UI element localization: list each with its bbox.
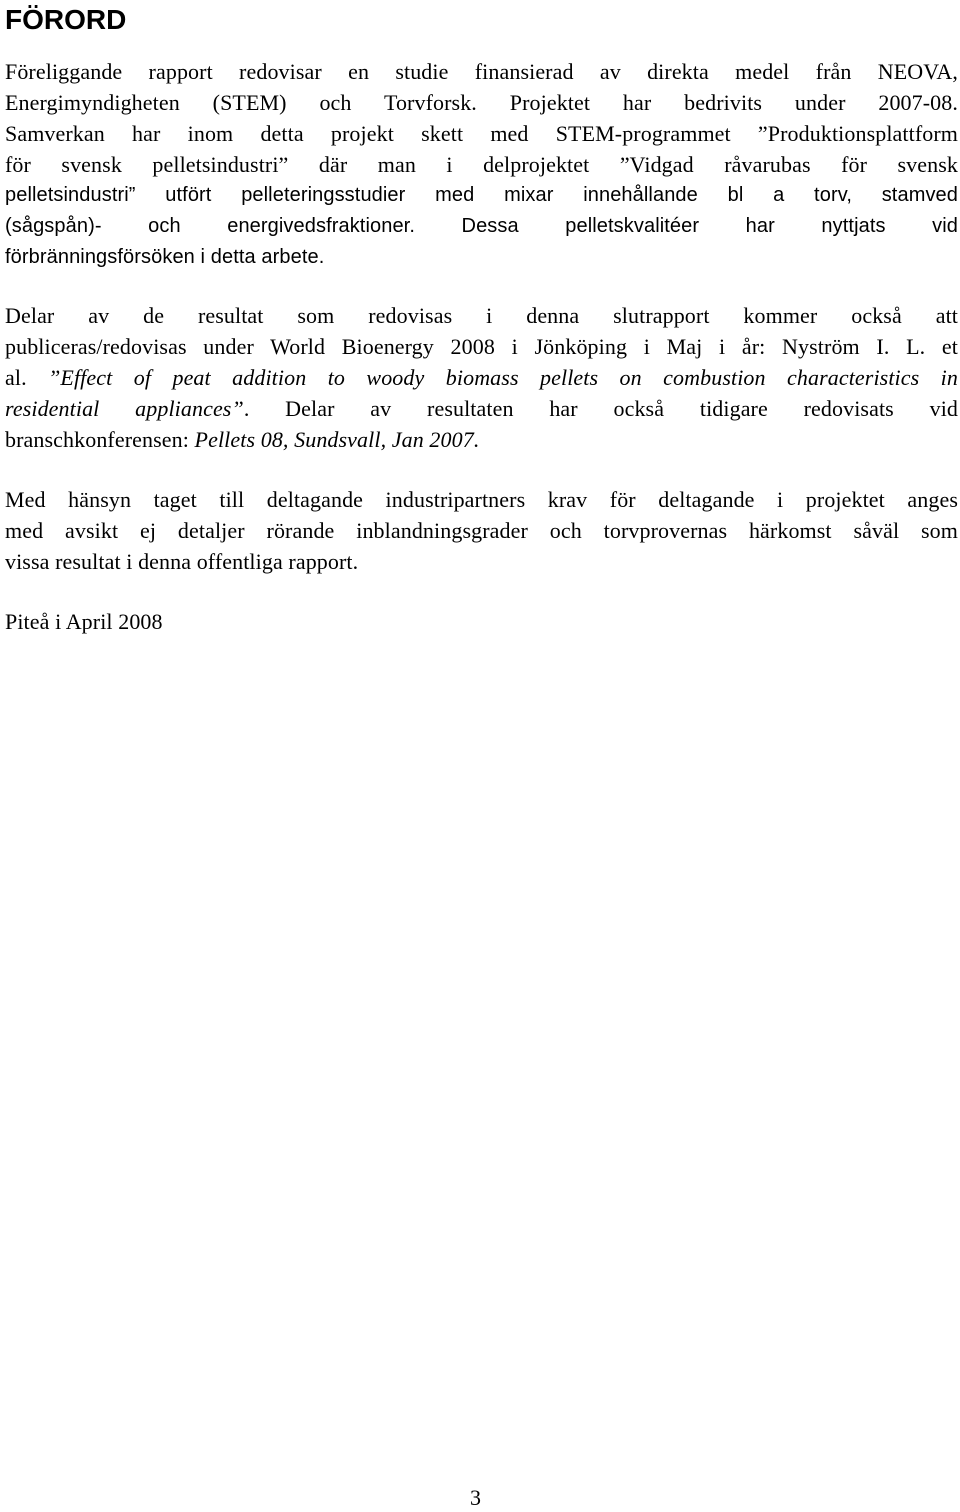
paragraph-line: (sågspån)- och energivedsfraktioner. Dessa pelletskvalitéer har nyttjats vid [5, 215, 958, 237]
conference-italic: Pellets 08, Sundsvall, Jan 2007. [194, 427, 480, 452]
paragraph-funding [5, 56, 958, 273]
paragraph-line: publiceras/redovisas under World Bioenergy 2008 i Jönköping i Maj i år: Nyström I. L. et [5, 334, 958, 359]
page-number: 3 [470, 1485, 481, 1510]
paper-title-italic: residential appliances” [5, 396, 244, 421]
paragraph-line: för svensk pelletsindustri” där man i delprojektet ”Vidgad råvarubas för svensk [5, 152, 958, 177]
paragraph-line: Energimyndigheten (STEM) och Torvforsk. Projektet har bedrivits under 2007-08. [5, 90, 958, 115]
section-heading: FÖRORD [5, 4, 127, 35]
paragraph-line [5, 362, 958, 393]
paragraph-line: Med hänsyn taget till deltagande industripartners krav för deltagande i projektet anges [5, 487, 958, 512]
paragraph-confidentiality [5, 484, 958, 577]
paragraph-line: Föreliggande rapport redovisar en studie finansierad av direkta medel från NEOVA, [5, 59, 958, 84]
line-text: branschkonferensen: [5, 427, 195, 452]
paragraph-results [5, 300, 958, 455]
paragraph-line: Delar av de resultat som redovisas i denna slutrapport kommer också att [5, 303, 958, 328]
paragraph-line: med avsikt ej detaljer rörande inblandningsgrader och torvprovernas härkomst såväl som [5, 518, 958, 543]
paper-title-italic: ”Effect of peat addition to woody biomass pellets on combustion characteristics in [48, 365, 958, 390]
line-text: al. [5, 365, 49, 390]
paragraph-line: förbränningsförsöken i detta arbete. [5, 246, 325, 268]
paragraph-line: Samverkan har inom detta projekt skett med STEM-programmet ”Produktionsplattform [5, 121, 958, 146]
paragraph-line [5, 393, 958, 424]
paragraph-line: pelletsindustri” utfört pelleteringsstudier med mixar innehållande bl a torv, stamved [5, 184, 958, 206]
line-text: . Delar av resultaten har också tidigare redovisats vid [243, 396, 959, 421]
paragraph-line [5, 424, 958, 455]
paragraph-line: vissa resultat i denna offentliga rapport. [5, 549, 359, 574]
closing-place-date: Piteå i April 2008 [5, 609, 163, 634]
